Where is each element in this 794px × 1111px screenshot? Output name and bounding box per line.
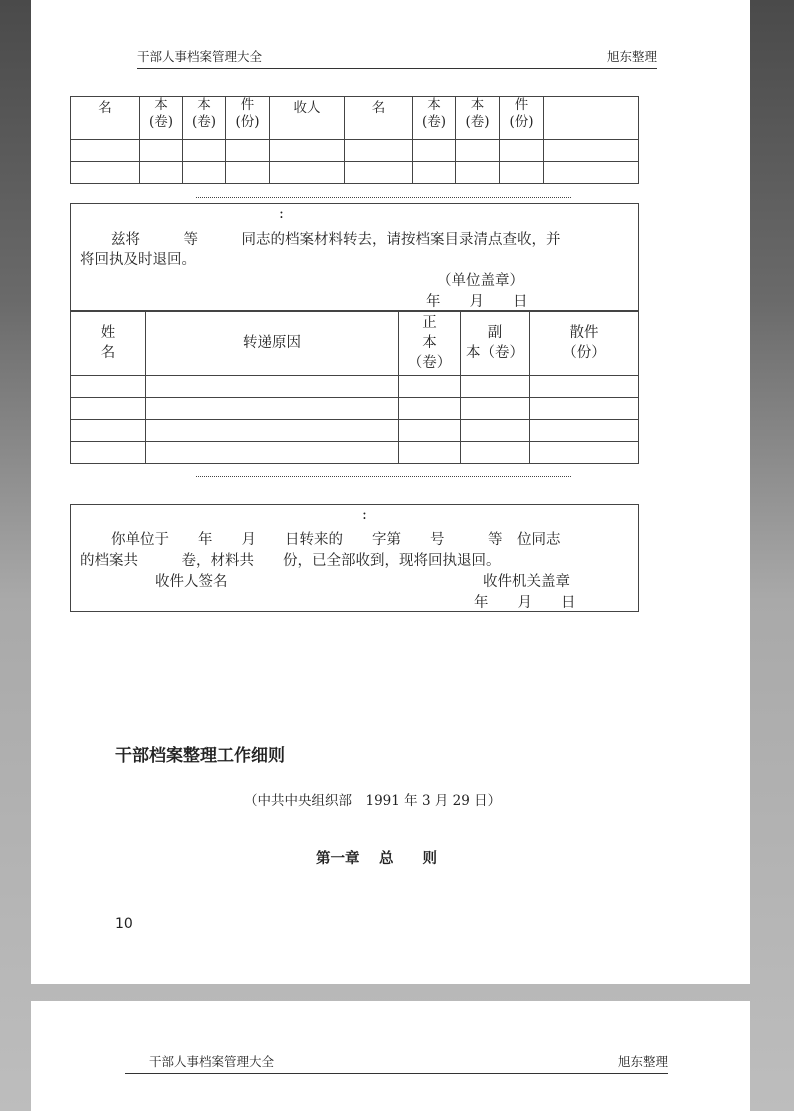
header-compiler: 旭东整理 (617, 1054, 668, 1069)
table-cell: 收人 (270, 97, 345, 140)
col-original-header: 正 本 （卷） (399, 311, 461, 376)
receipt-box (70, 504, 639, 612)
receipt-date: 年 月 日 (474, 595, 576, 611)
table-header-row (71, 311, 639, 376)
transfer-text-line-1: 兹将 等 同志的档案材料转去，请按档案目录清点查收，并 (111, 232, 561, 248)
cut-line (196, 476, 571, 477)
col-name-header: 姓 名 (71, 311, 146, 376)
transfer-notice-box (70, 203, 639, 312)
table-cell: 本 (卷) (413, 97, 456, 140)
col-reason-header: 转递原因 (146, 311, 399, 376)
transfer-table (70, 310, 639, 464)
table-cell: 件 (份) (500, 97, 544, 140)
transfer-date: 年 月 日 (426, 294, 528, 310)
chapter-heading: 第一章 总 则 (316, 851, 438, 867)
table-cell: 名 (71, 97, 140, 140)
header-title: 干部人事档案管理大全 (149, 1054, 275, 1069)
table-row (71, 398, 639, 420)
receiving-office-seal-label: 收件机关盖章 (483, 574, 570, 590)
col-loose-header: 散件 （份） (530, 311, 639, 376)
table-row (71, 420, 639, 442)
page-number: 10 (115, 916, 133, 932)
table-header-row (71, 97, 639, 140)
transfer-text-line-2: 将回执及时退回。 (80, 252, 196, 268)
receiver-signature-label: 收件人签名 (155, 574, 228, 590)
table-row (71, 376, 639, 398)
receipt-text-line-1: 你单位于 年 月 日转来的 字第 号 等 位同志 (111, 532, 561, 548)
receipt-text-line-2: 的档案共 卷，材料共 份，已全部收到，现将回执退回。 (80, 553, 501, 569)
table-row (71, 140, 639, 162)
unit-seal-label: （单位盖章） (437, 273, 524, 289)
table-cell: 本 (卷) (183, 97, 226, 140)
table-cell: 本 (卷) (456, 97, 500, 140)
running-header (137, 44, 657, 69)
form-colon: : (362, 507, 367, 523)
table-cell (544, 97, 639, 140)
table-row (71, 442, 639, 464)
table-cell: 名 (345, 97, 413, 140)
form-colon: : (279, 206, 284, 222)
top-table (70, 96, 639, 184)
document-page (31, 1001, 750, 1111)
table-cell: 件 (份) (226, 97, 270, 140)
running-header (125, 1049, 668, 1074)
col-copy-header: 副 本（卷） (461, 311, 530, 376)
table-cell: 本 (卷) (140, 97, 183, 140)
cut-line (196, 197, 571, 198)
section-title: 干部档案整理工作细则 (115, 746, 285, 766)
header-title: 干部人事档案管理大全 (137, 49, 263, 64)
section-subtitle: （中共中央组织部 1991 年 3 月 29 日） (244, 793, 502, 809)
document-page (31, 0, 750, 984)
header-compiler: 旭东整理 (606, 49, 657, 64)
table-row (71, 162, 639, 184)
